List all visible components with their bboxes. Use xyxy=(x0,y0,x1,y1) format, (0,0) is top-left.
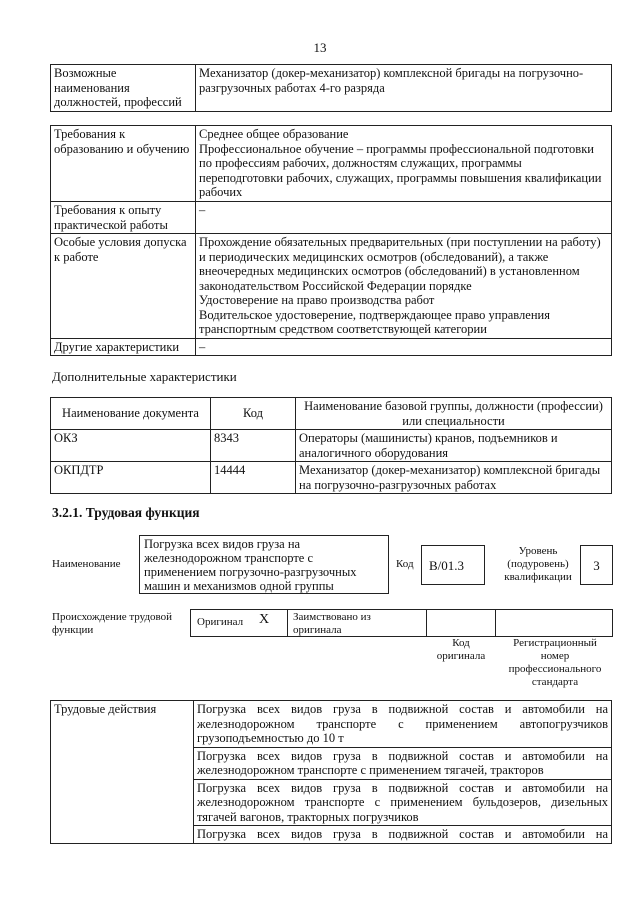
page-number: 13 xyxy=(313,40,327,55)
admission-value xyxy=(196,234,612,339)
actions-label: Трудовые действия xyxy=(51,701,194,844)
admission-line: Водительское удостоверение, подтверждающее право управления транспортным средством соответствующей категории xyxy=(199,307,550,336)
table-cell: 8343 xyxy=(211,430,296,462)
education-line: Среднее общее образование xyxy=(199,127,349,141)
action-item: Погрузка всех видов груза в подвижной состав и автомобили на железнодорожном транспорте с применением автопогрузчиков грузоподъемностью до 10 т xyxy=(194,701,612,748)
table-cell: ОКЗ xyxy=(51,430,211,462)
tf-name-value: Погрузка всех видов груза на железнодорожном транспорте с применением погрузочно-разгрузочных машин и механизмов одной группы xyxy=(144,537,357,593)
requirements-table xyxy=(50,125,612,356)
col-header-group: Наименование базовой группы, должности (профессии) или специальности xyxy=(296,398,612,430)
origin-reg-caption: Регистрационный номер профессионального стандарта xyxy=(508,637,602,688)
positions-label: Возможные наименования должностей, профессий xyxy=(51,65,196,112)
origin-code-caption: Код оригинала xyxy=(436,637,486,662)
other-value: – xyxy=(196,338,612,356)
action-item: Погрузка всех видов груза в подвижной состав и автомобили на железнодорожном транспорте с применением бульдозеров, дизельных тягачей вагонов, тракторных погрузчиков xyxy=(194,779,612,826)
tf-name-label: Наименование xyxy=(52,558,121,570)
tf-level-label: Уровень (подуровень) квалификации xyxy=(504,545,572,583)
col-header-code: Код xyxy=(211,398,296,430)
table-cell: 14444 xyxy=(211,462,296,494)
table-cell: Операторы (машинисты) кранов, подъемников и аналогичного оборудования xyxy=(296,430,612,462)
admission-line: Прохождение обязательных предварительных (при поступлении на работу) и периодических медицинских осмотров (обследований), а также внеочередных медицинских осмотров (обследований) в установленном законодательством Российской Федерации порядке xyxy=(199,235,601,293)
tf-level-box xyxy=(580,545,613,585)
tf-code-box xyxy=(421,545,485,585)
positions-value: Механизатор (докер-механизатор) комплексной бригады на погрузочно-разгрузочных работах 4-го разряда xyxy=(196,65,612,112)
extra-title: Дополнительные характеристики xyxy=(52,369,237,384)
origin-original-mark: X xyxy=(259,612,270,627)
tf-name-box xyxy=(139,535,389,594)
education-label: Требования к образованию и обучению xyxy=(51,126,196,202)
actions-table xyxy=(50,700,612,844)
tf-code-value: В/01.3 xyxy=(429,558,465,573)
col-header-document: Наименование документа xyxy=(51,398,211,430)
admission-label: Особые условия допуска к работе xyxy=(51,234,196,339)
origin-divider xyxy=(426,609,427,636)
classifier-table xyxy=(50,397,612,494)
section-title: 3.2.1. Трудовая функция xyxy=(52,505,200,520)
other-label: Другие характеристики xyxy=(51,338,196,356)
action-item: Погрузка всех видов груза в подвижной состав и автомобили на xyxy=(194,826,612,844)
origin-divider xyxy=(287,609,288,636)
tf-level-value: 3 xyxy=(593,558,600,573)
experience-label: Требования к опыту практической работы xyxy=(51,202,196,234)
origin-original-label: Оригинал xyxy=(197,616,244,628)
origin-borrowed-label: Заимствовано из оригинала xyxy=(293,611,371,636)
tf-code-label: Код xyxy=(396,558,414,570)
experience-value: – xyxy=(196,202,612,234)
table-cell: ОКПДТР xyxy=(51,462,211,494)
origin-label: Происхождение трудовой функции xyxy=(52,611,173,636)
table-cell: Механизатор (докер-механизатор) комплексной бригады на погрузочно-разгрузочных работах xyxy=(296,462,612,494)
positions-table xyxy=(50,64,612,112)
education-value xyxy=(196,126,612,202)
admission-line: Удостоверение на право производства работ xyxy=(199,293,435,307)
action-item: Погрузка всех видов груза в подвижной состав и автомобили на железнодорожном транспорте с применением тягачей, тракторов xyxy=(194,747,612,779)
origin-divider xyxy=(495,609,496,636)
education-line: Профессиональное обучение – программы профессиональной подготовки по профессиям рабочих, должностям служащих, программы переподготовки рабочих, служащих, программы повышения квалификации рабочих xyxy=(199,141,602,199)
